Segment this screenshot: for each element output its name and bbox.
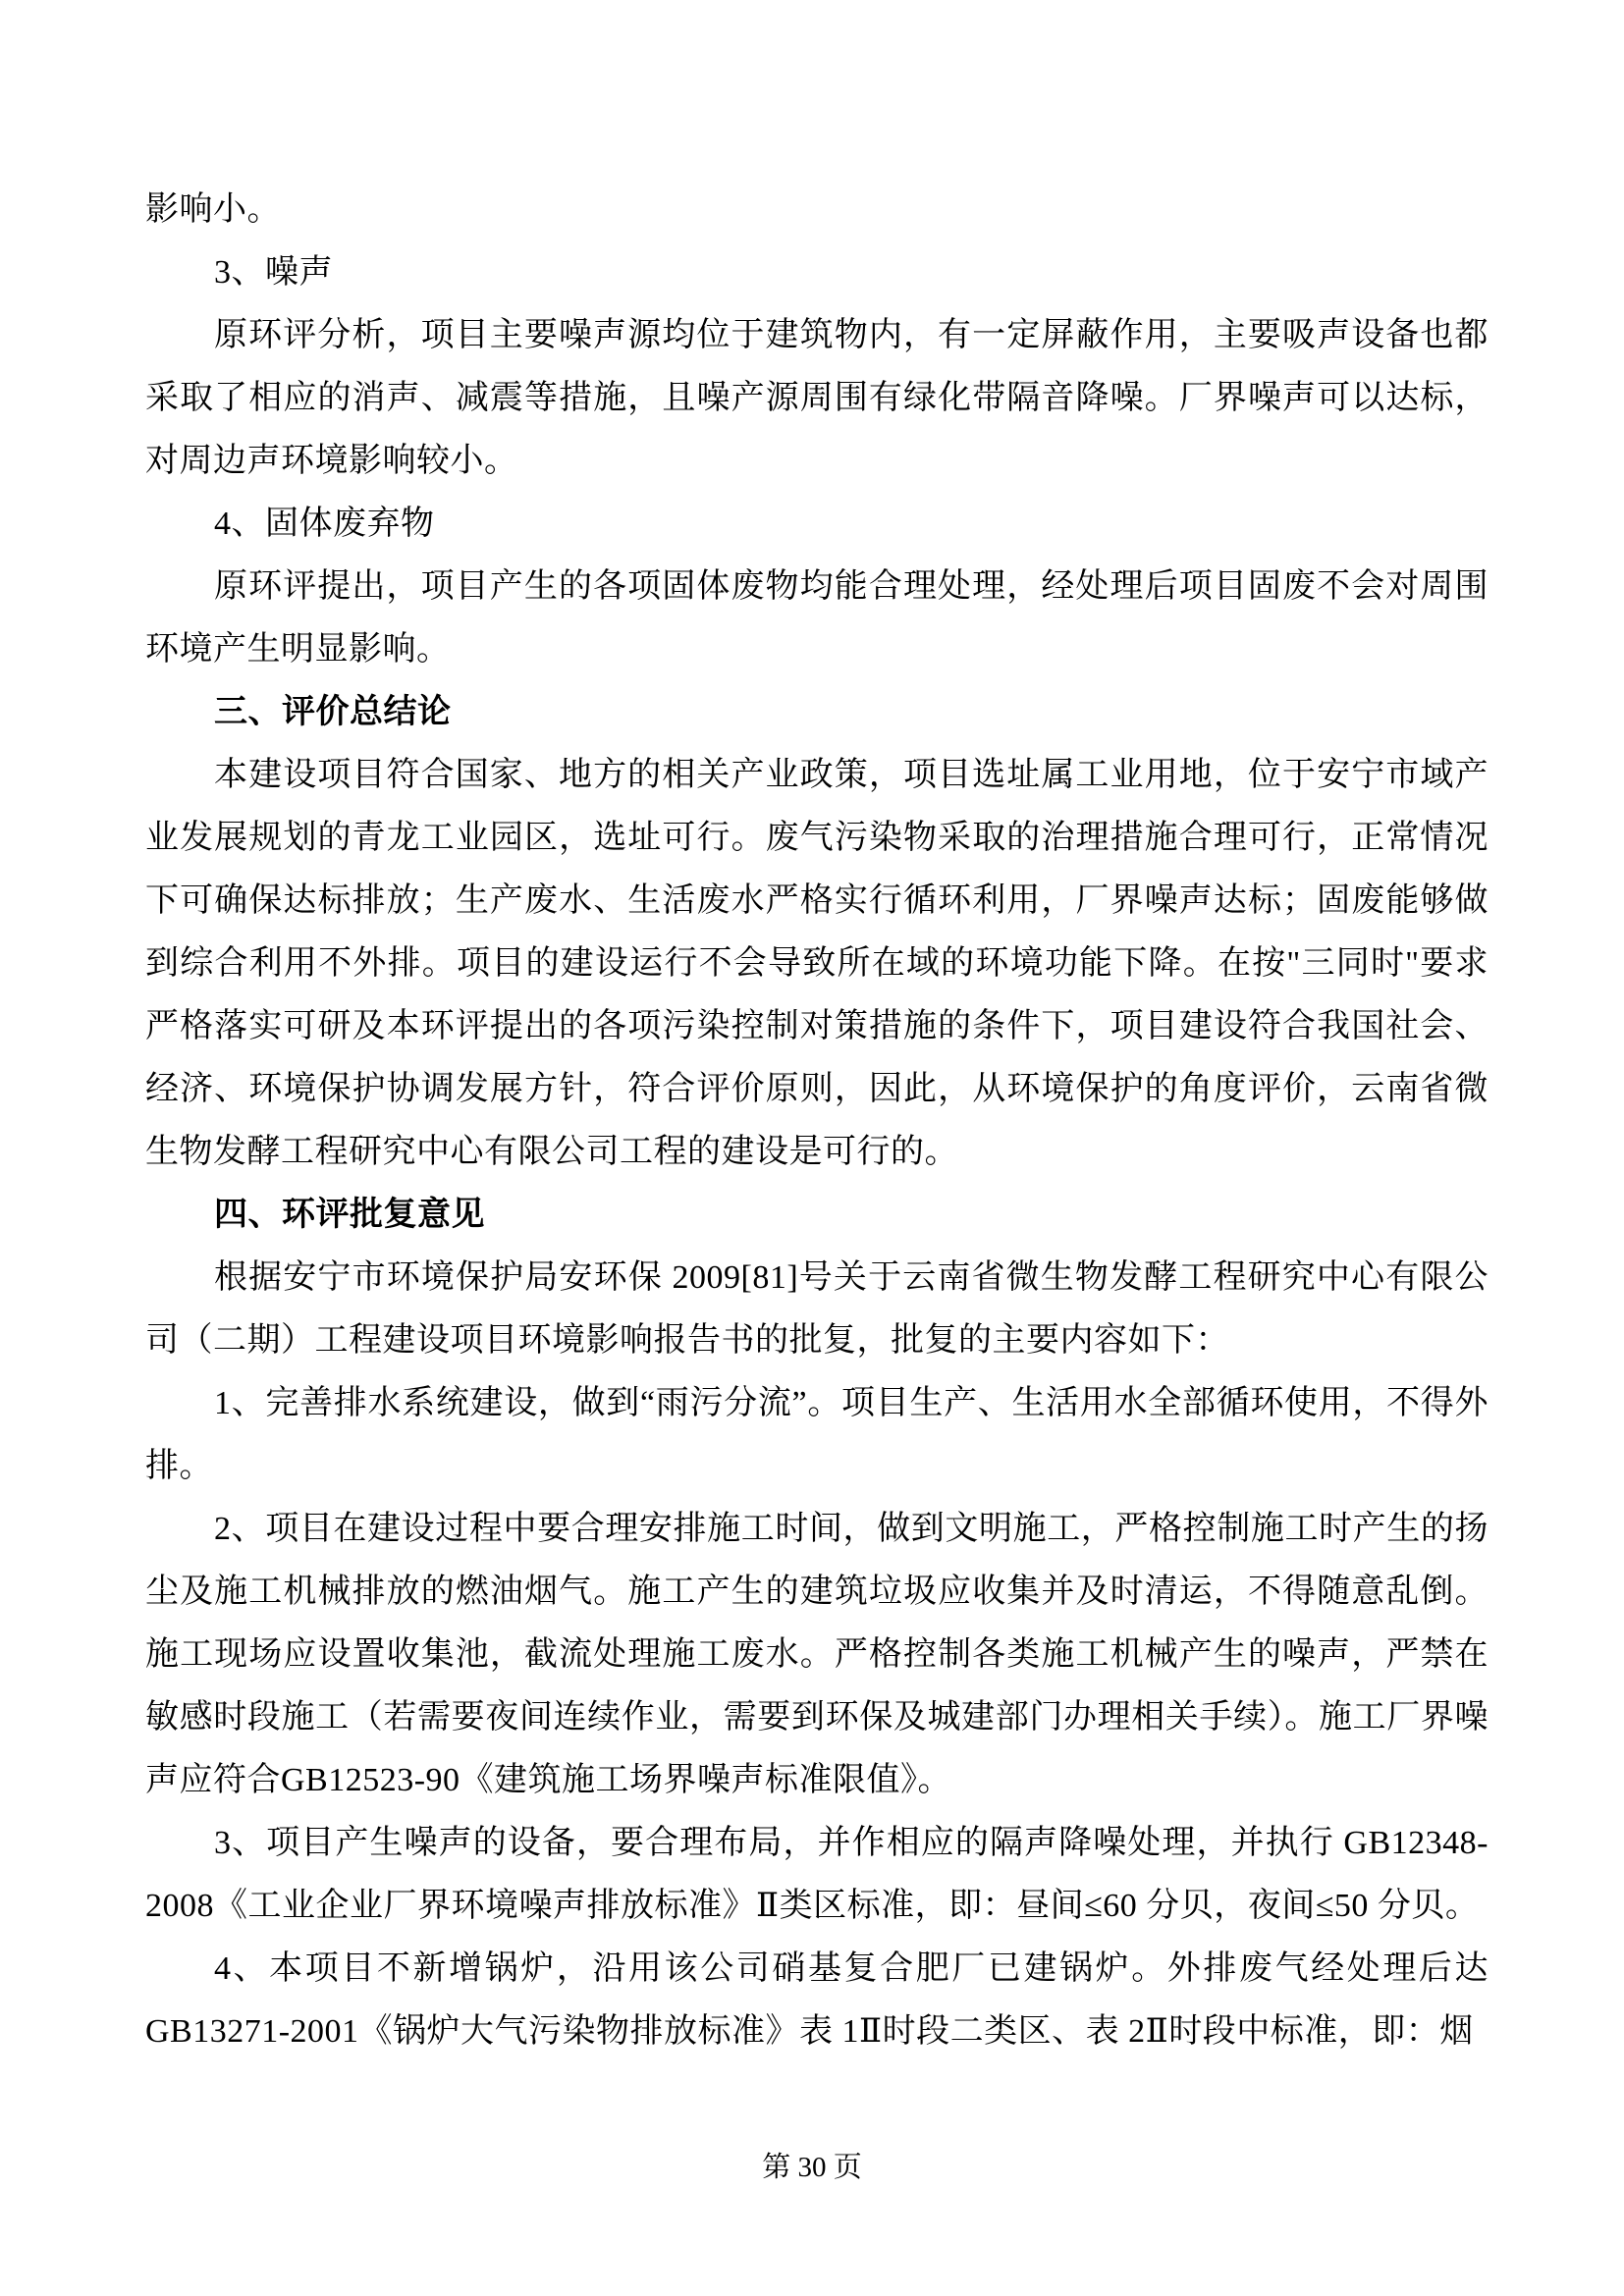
paragraph-approval-item-4: 4、本项目不新增锅炉，沿用该公司硝基复合肥厂已建锅炉。外排废气经处理后达GB13271-2001《锅炉大气污染物排放标准》表 1Ⅱ时段二类区、表 2Ⅱ时段中标准，即：烟 xyxy=(145,1950,1489,2050)
document-body xyxy=(145,179,1489,2063)
section-heading-conclusion: 三、评价总结论 xyxy=(214,694,452,730)
paragraph-approval-intro: 根据安宁市环境保护局安环保 2009[81]号关于云南省微生物发酵工程研究中心有限公司（二期）工程建设项目环境影响报告书的批复，批复的主要内容如下： xyxy=(145,1259,1489,1359)
paragraph-conclusion: 本建设项目符合国家、地方的相关产业政策，项目选址属工业用地，位于安宁市域产业发展规划的青龙工业园区，选址可行。废气污染物采取的治理措施合理可行，正常情况下可确保达标排放；生产废水、生活废水严格实行循环利用，厂界噪声达标；固废能够做到综合利用不外排。项目的建设运行不会导致所在域的环境功能下降。在按"三同时"要求严格落实可研及本环评提出的各项污染控制对策措施的条件下，项目建设符合我国社会、经济、环境保护协调发展方针，符合评价原则，因此，从环境保护的角度评价，云南省微生物发酵工程研究中心有限公司工程的建设是可行的。 xyxy=(145,757,1489,1170)
paragraph-approval-item-3: 3、项目产生噪声的设备，要合理布局，并作相应的隔声降噪处理，并执行 GB12348-2008《工业企业厂界环境噪声排放标准》Ⅱ类区标准，即：昼间≤60 分贝，夜间≤50 分贝。 xyxy=(145,1825,1489,1924)
paragraph-carryover: 影响小。 xyxy=(145,191,281,228)
subheading-solid-waste: 4、固体废弃物 xyxy=(214,506,435,542)
section-heading-approval: 四、环评批复意见 xyxy=(214,1197,485,1233)
paragraph-solid-waste: 原环评提出，项目产生的各项固体废物均能合理处理，经处理后项目固废不会对周围环境产生明显影响。 xyxy=(145,568,1489,667)
page-number: 第 30 页 xyxy=(762,2152,862,2183)
paragraph-approval-item-1: 1、完善排水系统建设，做到“雨污分流”。项目生产、生活用水全部循环使用，不得外排。 xyxy=(145,1385,1489,1484)
paragraph-noise-analysis: 原环评分析，项目主要噪声源均位于建筑物内，有一定屏蔽作用，主要吸声设备也都采取了相应的消声、减震等措施，且噪产源周围有绿化带隔音降噪。厂界噪声可以达标，对周边声环境影响较小。 xyxy=(145,317,1489,479)
paragraph-approval-item-2: 2、项目在建设过程中要合理安排施工时间，做到文明施工，严格控制施工时产生的扬尘及施工机械排放的燃油烟气。施工产生的建筑垃圾应收集并及时清运，不得随意乱倒。施工现场应设置收集池，截流处理施工废水。严格控制各类施工机械产生的噪声，严禁在敏感时段施工（若需要夜间连续作业，需要到环保及城建部门办理相关手续）。施工厂界噪声应符合GB12523-90《建筑施工场界噪声标准限值》。 xyxy=(145,1511,1489,1798)
subheading-noise: 3、噪声 xyxy=(214,254,333,291)
